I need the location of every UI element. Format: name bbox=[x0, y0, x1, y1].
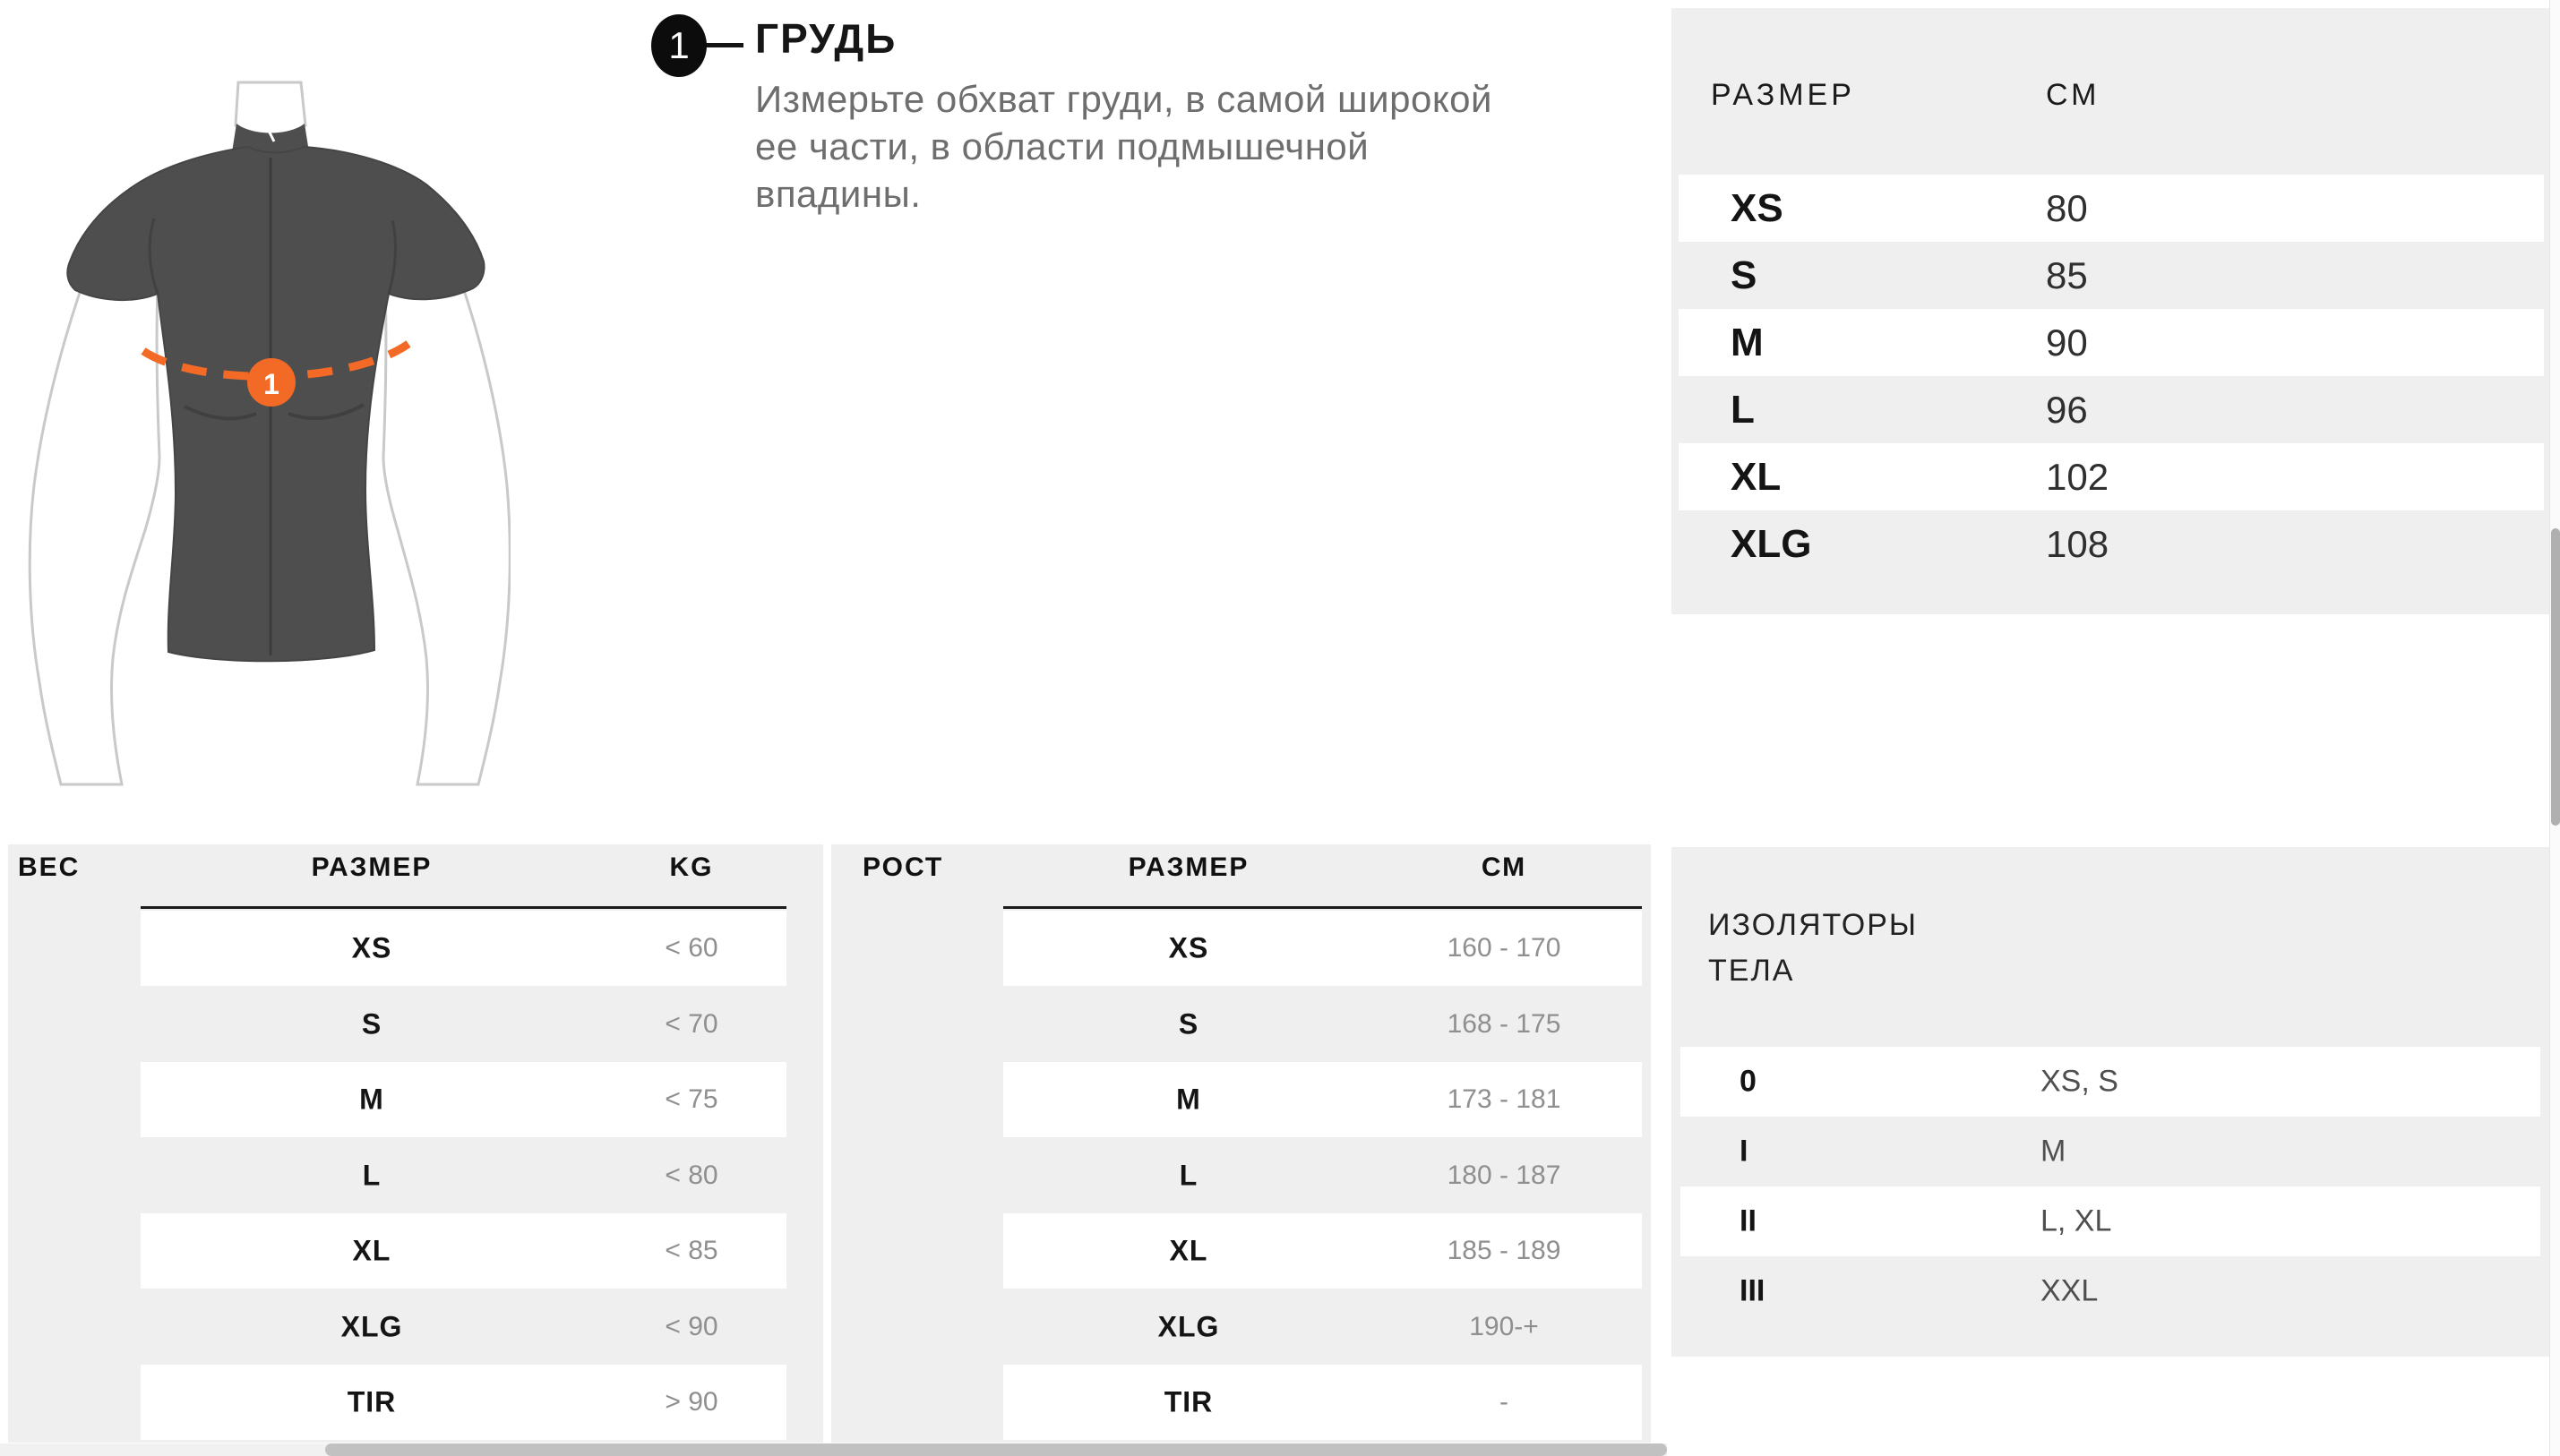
weight-table-unit-header: KG bbox=[669, 852, 714, 882]
horizontal-scrollbar-thumb[interactable] bbox=[325, 1443, 1667, 1456]
measurement-description-line: ее части, в области подмышечной bbox=[755, 125, 1370, 167]
table-row bbox=[1003, 1213, 1642, 1289]
size-cell: XL bbox=[1731, 454, 1782, 499]
left-arm bbox=[30, 251, 159, 784]
table-row bbox=[1003, 1289, 1642, 1365]
size-cell: L bbox=[362, 1159, 382, 1191]
value-cell: > 90 bbox=[665, 1387, 718, 1417]
value-cell: < 75 bbox=[665, 1084, 718, 1114]
height-table-label: РОСТ bbox=[863, 852, 944, 882]
sizes-cell: XS, S bbox=[2040, 1064, 2118, 1099]
sizes-cell: M bbox=[2040, 1134, 2066, 1169]
table-row bbox=[1679, 242, 2544, 309]
jersey-illustration-svg bbox=[9, 72, 511, 788]
value-cell: < 85 bbox=[665, 1236, 718, 1265]
table-row bbox=[141, 1213, 786, 1289]
size-cell: S bbox=[1178, 1007, 1199, 1040]
measurement-description bbox=[755, 75, 1492, 218]
size-cell: M bbox=[1176, 1083, 1201, 1116]
chest-measure-badge-number: 1 bbox=[263, 368, 279, 400]
table-row bbox=[1003, 911, 1642, 986]
table-row bbox=[1679, 309, 2544, 376]
size-cell: M bbox=[359, 1083, 384, 1116]
horizontal-scrollbar-track[interactable] bbox=[0, 1443, 1667, 1456]
table-row bbox=[141, 986, 786, 1062]
value-cell: 108 bbox=[2046, 522, 2109, 565]
measurement-description-line: впадины. bbox=[755, 173, 922, 215]
insulators-title-line: ИЗОЛЯТОРЫ bbox=[1708, 908, 1918, 942]
height-table-unit-header: СМ bbox=[1481, 852, 1527, 882]
annotation-step-number: 1 bbox=[668, 24, 690, 66]
table-row bbox=[141, 911, 786, 986]
table-row bbox=[141, 1062, 786, 1137]
size-cell: S bbox=[1731, 253, 1757, 297]
chest-table-size-header: РАЗМЕР bbox=[1711, 78, 1855, 112]
table-row bbox=[1003, 1137, 1642, 1213]
weight-table-panel bbox=[8, 844, 823, 1443]
value-cell: 102 bbox=[2046, 455, 2109, 498]
level-cell: I bbox=[1740, 1134, 1748, 1169]
size-cell: XLG bbox=[1157, 1310, 1220, 1342]
annotation-step-badge bbox=[651, 14, 707, 77]
value-cell: 185 - 189 bbox=[1447, 1236, 1561, 1265]
value-cell: < 70 bbox=[665, 1008, 718, 1039]
table-row bbox=[1680, 1047, 2540, 1117]
table-row bbox=[141, 1289, 786, 1365]
insulators-title bbox=[1708, 903, 1918, 994]
measurement-title: ГРУДЬ bbox=[755, 15, 898, 62]
size-cell: XL bbox=[352, 1234, 391, 1267]
weight-table-divider bbox=[141, 906, 786, 909]
vertical-scrollbar-track[interactable] bbox=[2549, 0, 2560, 1456]
size-cell: XLG bbox=[340, 1310, 403, 1342]
sizes-cell: L, XL bbox=[2040, 1203, 2112, 1238]
measurement-description-line: Измерьте обхват груди, в самой широкой bbox=[755, 78, 1492, 120]
level-cell: 0 bbox=[1740, 1064, 1757, 1099]
value-cell: 96 bbox=[2046, 388, 2088, 431]
size-cell: L bbox=[1179, 1159, 1198, 1191]
vertical-scrollbar-thumb[interactable] bbox=[2551, 528, 2560, 826]
value-cell: < 90 bbox=[665, 1311, 718, 1341]
size-cell: M bbox=[1731, 320, 1764, 364]
size-cell: S bbox=[361, 1007, 382, 1040]
annotation-dash bbox=[702, 43, 743, 47]
jersey-illustration bbox=[9, 72, 511, 788]
size-cell: TIR bbox=[347, 1385, 397, 1418]
size-cell: L bbox=[1731, 387, 1755, 432]
level-cell: III bbox=[1740, 1273, 1765, 1308]
table-row bbox=[1679, 510, 2544, 578]
right-arm bbox=[383, 251, 510, 784]
size-cell: XS bbox=[1731, 185, 1783, 230]
weight-table-size-header: РАЗМЕР bbox=[311, 852, 433, 882]
height-table-divider bbox=[1003, 906, 1642, 909]
size-cell: XS bbox=[1168, 931, 1209, 964]
table-row bbox=[1003, 1062, 1642, 1137]
weight-table-label: ВЕС bbox=[18, 852, 81, 882]
size-cell: XS bbox=[351, 931, 392, 964]
value-cell: 160 - 170 bbox=[1447, 933, 1561, 963]
value-cell: < 60 bbox=[665, 933, 718, 963]
sizes-cell: XXL bbox=[2040, 1273, 2099, 1308]
height-table-panel bbox=[831, 844, 1651, 1443]
table-row bbox=[1680, 1117, 2540, 1186]
height-table-size-header: РАЗМЕР bbox=[1128, 852, 1250, 882]
value-cell: 173 - 181 bbox=[1447, 1084, 1561, 1114]
neck-shape bbox=[236, 82, 305, 134]
value-cell: 180 - 187 bbox=[1447, 1160, 1561, 1190]
value-cell: 168 - 175 bbox=[1447, 1008, 1561, 1039]
size-cell: TIR bbox=[1164, 1385, 1214, 1418]
table-row bbox=[1680, 1256, 2540, 1326]
value-cell: 85 bbox=[2046, 253, 2088, 296]
value-cell: 80 bbox=[2046, 186, 2088, 229]
table-row bbox=[1679, 376, 2544, 443]
table-row bbox=[1679, 175, 2544, 242]
insulators-title-line: ТЕЛА bbox=[1708, 954, 1795, 988]
table-row bbox=[1680, 1186, 2540, 1256]
size-cell: XL bbox=[1169, 1234, 1208, 1267]
table-row bbox=[1003, 986, 1642, 1062]
table-row bbox=[1003, 1365, 1642, 1440]
size-cell: XLG bbox=[1731, 521, 1812, 566]
value-cell: 90 bbox=[2046, 321, 2088, 364]
chest-table-unit-header: СМ bbox=[2046, 78, 2100, 112]
chest-size-panel bbox=[1671, 8, 2549, 614]
level-cell: II bbox=[1740, 1203, 1757, 1238]
table-row bbox=[141, 1137, 786, 1213]
table-row bbox=[141, 1365, 786, 1440]
value-cell: 190-+ bbox=[1469, 1311, 1539, 1341]
table-row bbox=[1679, 443, 2544, 510]
insulators-panel bbox=[1671, 847, 2549, 1357]
value-cell: - bbox=[1499, 1387, 1508, 1417]
value-cell: < 80 bbox=[665, 1160, 718, 1190]
